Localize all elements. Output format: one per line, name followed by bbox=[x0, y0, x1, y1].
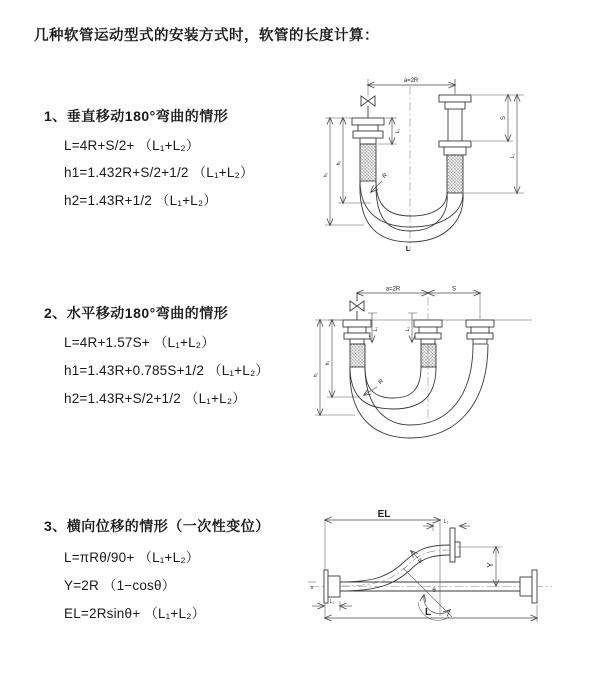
dim-label-s: S bbox=[501, 115, 507, 121]
dimension-l2 bbox=[423, 519, 470, 531]
formula-line: h2=1.43R+S/2+1/2 （L₁+L₂） bbox=[64, 391, 246, 406]
left-pipe-fitting bbox=[352, 118, 384, 181]
dimension-l bbox=[325, 605, 537, 622]
diagram-lateral-displacement bbox=[300, 498, 595, 648]
dim-label-a2r: a=2R bbox=[403, 78, 419, 84]
formula-line: L=4R+S/2+ （L₁+L₂） bbox=[64, 138, 200, 153]
dim-label-l2: L₂ bbox=[405, 326, 411, 332]
dim-label-s: S bbox=[451, 286, 457, 293]
braided-hose-section bbox=[360, 144, 376, 181]
formula-line: h2=1.43R+1/2 （L₁+L₂） bbox=[64, 193, 218, 208]
dim-label-h1: h₁ bbox=[313, 372, 319, 378]
dim-label-l2: L₂ bbox=[510, 153, 516, 159]
dim-label-h2: h₂ bbox=[325, 360, 331, 366]
dim-label-l: L bbox=[424, 607, 432, 618]
dim-label-l1: L₁ bbox=[329, 599, 335, 605]
left-pipe-fitting bbox=[343, 320, 371, 367]
valve-icon bbox=[361, 96, 375, 118]
angle-label-theta: θ bbox=[432, 588, 436, 594]
diagram-horizontal-180-bend bbox=[298, 283, 560, 461]
formula-line: Y=2R （1−cosθ） bbox=[64, 578, 176, 593]
right-pipe-fitting bbox=[439, 79, 471, 193]
dim-label-el: EL bbox=[377, 509, 391, 520]
dim-label-y: Y bbox=[486, 562, 495, 568]
braided-hose-section bbox=[421, 344, 436, 367]
formula-line: h1=1.43R+0.785S+1/2 （L₁+L₂） bbox=[64, 363, 270, 378]
dim-label-l1: L₁ bbox=[373, 326, 379, 332]
radius-callout bbox=[411, 551, 425, 565]
dimension-l1 bbox=[312, 599, 352, 611]
formula-line: h1=1.432R+S/2+1/2 （L₁+L₂） bbox=[64, 165, 254, 180]
hose-displaced-s-curve bbox=[340, 545, 450, 591]
dim-label-l1: L₁ bbox=[395, 128, 401, 134]
dimension-y bbox=[457, 547, 502, 586]
section-1-heading: 1、垂直移动180°弯曲的情形 bbox=[44, 108, 229, 124]
radius-label: R bbox=[381, 172, 389, 180]
dimension-s bbox=[464, 95, 524, 193]
center-mark-label: x bbox=[310, 585, 314, 591]
dim-label-a2r: a=2R bbox=[385, 286, 401, 293]
section-3-heading: 3、横向位移的情形（一次性变位） bbox=[44, 518, 270, 534]
diagram-vertical-180-bend bbox=[298, 70, 560, 262]
dimension-a2r bbox=[368, 78, 455, 95]
upper-flange-fitting bbox=[450, 528, 460, 562]
page-title: 几种软管运动型式的安装方式时，软管的长度计算： bbox=[34, 28, 379, 44]
dim-label-h1: h₁ bbox=[323, 172, 329, 178]
valve-icon bbox=[350, 293, 364, 320]
dim-label-l: L bbox=[405, 244, 411, 253]
braided-hose-section bbox=[447, 155, 463, 193]
right-pipe-fitting bbox=[466, 320, 494, 344]
braided-hose-section bbox=[350, 344, 365, 367]
dim-label-l2: L₂ bbox=[443, 519, 449, 525]
formula-line: EL=2Rsinθ+ （L₁+L₂） bbox=[64, 606, 206, 621]
radius-label: R bbox=[417, 557, 425, 565]
formula-line: L=4R+1.57S+ （L₁+L₂） bbox=[64, 335, 215, 350]
dimension-a2r-s bbox=[357, 287, 480, 320]
section-2-heading: 2、水平移动180°弯曲的情形 bbox=[44, 305, 229, 321]
dim-label-h2: h₂ bbox=[336, 160, 342, 166]
radius-label: R bbox=[377, 378, 385, 386]
right-flange-fitting bbox=[520, 570, 537, 603]
formula-line: L=πRθ/90+ （L₁+L₂） bbox=[64, 550, 200, 565]
middle-pipe-fitting bbox=[414, 320, 442, 367]
